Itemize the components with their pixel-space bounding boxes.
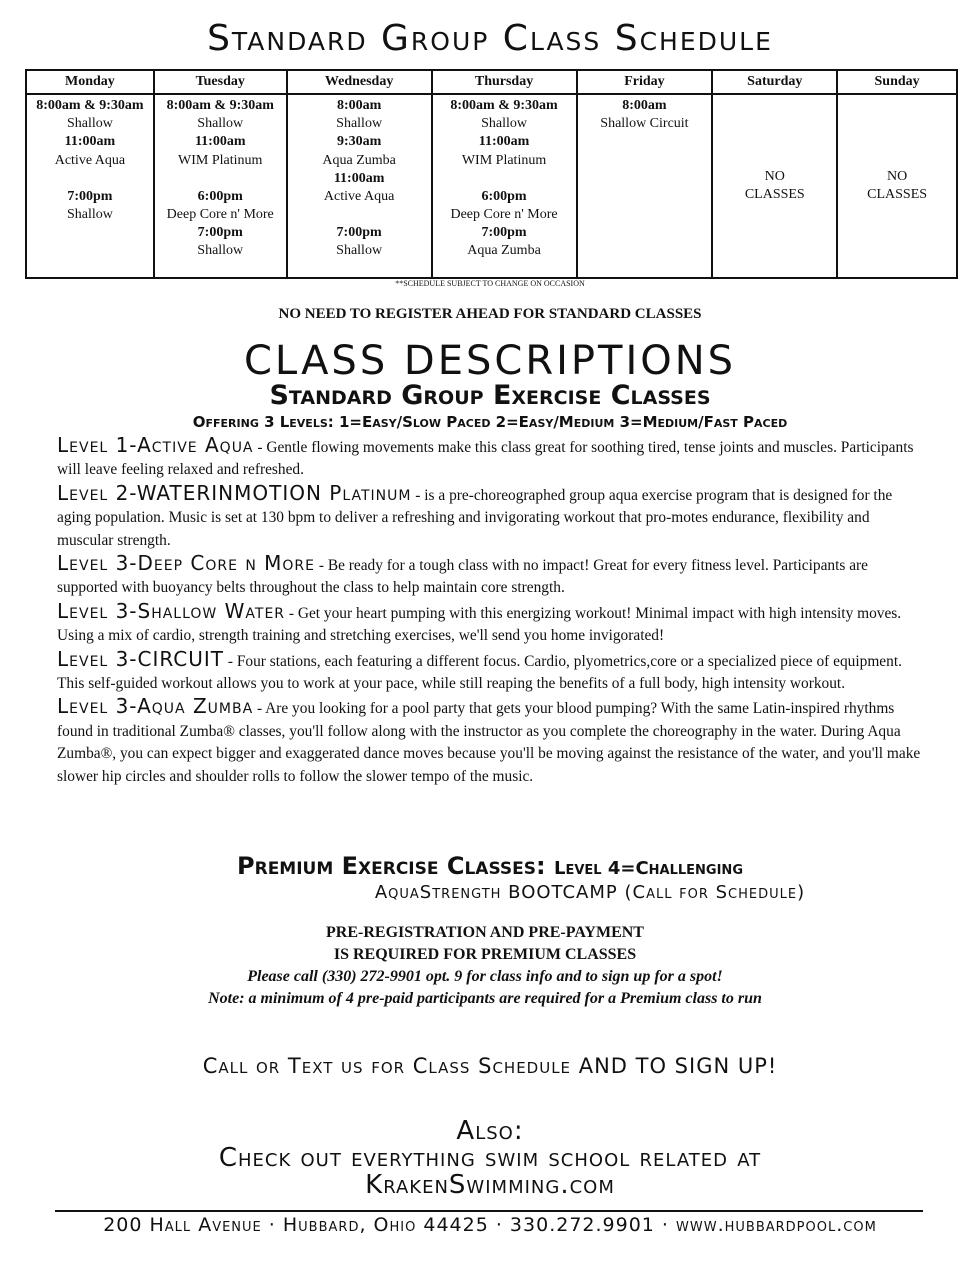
description-heading: Level 3-Deep Core n More bbox=[57, 551, 315, 576]
description-text: - Four stations, each featuring a different focus. Cardio, plyometrics,core or a specialized piece of equipment. This self-guided workout allows you to work at your pace, while still reaping the benefits of a full body, high intensity workout. bbox=[57, 652, 902, 693]
class-name: Aqua Zumba bbox=[322, 152, 396, 168]
class-time: 7:00pm bbox=[67, 188, 113, 204]
also-heading: Also: bbox=[456, 1116, 524, 1146]
class-time: 8:00am & 9:30am bbox=[450, 98, 558, 113]
day-header: Friday bbox=[577, 70, 713, 94]
description-heading: Level 3-CIRCUIT bbox=[57, 646, 224, 671]
class-name: WIM Platinum bbox=[461, 152, 547, 168]
class-time: 7:00pm bbox=[336, 225, 382, 241]
description-text: - Be ready for a tough class with no impact! Great for every fitness level. Participants are supported with buoyancy belts throughout the class to help maintain core strength. bbox=[57, 557, 869, 597]
class-time: 9:30am bbox=[336, 134, 382, 150]
class-name: Active Aqua bbox=[323, 189, 395, 205]
day-header: Saturday bbox=[712, 70, 837, 94]
class-time: 7:00pm bbox=[197, 225, 243, 241]
description-text: - Gentle flowing movements make this class great for soothing tired, tense joints and muscles. Participants will leave feeling relaxed and refreshed. bbox=[57, 439, 914, 479]
description-heading: Level 1-Active Aqua bbox=[57, 433, 254, 457]
day-header: Monday bbox=[26, 70, 154, 94]
class-name: Active Aqua bbox=[54, 152, 126, 168]
class-name: Shallow bbox=[336, 116, 383, 132]
class-time: 6:00pm bbox=[197, 188, 243, 204]
premium-classes-heading bbox=[0, 852, 980, 880]
class-name: Deep Core n' More bbox=[166, 207, 274, 223]
saturday-cell bbox=[712, 94, 837, 278]
class-name: Shallow bbox=[66, 207, 113, 223]
description-item bbox=[57, 482, 923, 552]
description-text: - Are you looking for a pool party that gets your blood pumping? With the same Latin-inspired rhythms found in traditional Zumba® classes, you'll follow along with the instructor as you complete the choreography in the water. During Aqua Zumba®, you can expect bigger and exaggerated dance moves because you'll be moving against the resistance of the water, and you'll make slower hip circles and shoulder rolls to follow the slower tempo of the music. bbox=[57, 700, 921, 785]
also-text: Check out everything swim school related at bbox=[218, 1143, 762, 1173]
standard-classes-title: Standard Group Exercise Classes bbox=[269, 380, 711, 411]
call-line: Please call (330) 272-9901 opt. 9 for class info and to sign up for a spot! bbox=[247, 968, 723, 985]
class-time: 6:00pm bbox=[481, 188, 527, 204]
call-or-text-notice: Call or Text us for Class Schedule AND TO SIGN UP! bbox=[202, 1054, 778, 1078]
class-time: 8:00am bbox=[336, 98, 382, 113]
class-name: Shallow bbox=[336, 243, 383, 259]
schedule-header-row bbox=[26, 70, 957, 94]
sunday-cell bbox=[837, 94, 957, 278]
also-section bbox=[0, 1118, 980, 1199]
class-name: Shallow bbox=[66, 116, 113, 132]
description-item bbox=[57, 600, 923, 648]
class-time: 11:00am bbox=[333, 170, 385, 186]
no-classes-label: CLASSES bbox=[744, 187, 805, 202]
description-heading: Level 3-Aqua Zumba bbox=[57, 694, 254, 719]
description-item bbox=[57, 434, 923, 482]
class-name: Shallow bbox=[481, 116, 527, 132]
class-time: 7:00pm bbox=[481, 225, 527, 241]
wednesday-cell bbox=[287, 94, 432, 278]
levels-legend: Offering 3 Levels: 1=Easy/Slow Paced 2=Easy/Medium 3=Medium/Fast Paced bbox=[192, 413, 788, 431]
day-header: Thursday bbox=[432, 70, 577, 94]
description-item bbox=[57, 695, 923, 788]
class-name: Shallow bbox=[197, 116, 244, 132]
description-text: - Get your heart pumping with this energizing workout! Minimal impact with high intensity moves. Using a mix of cardio, strength training and stretching exercises, we'll send you home invigorated! bbox=[57, 604, 902, 645]
bootcamp-label: AquaStrength BOOTCAMP (Call for Schedule) bbox=[374, 882, 806, 903]
no-register-notice: NO NEED TO REGISTER AHEAD FOR STANDARD CLASSES bbox=[278, 306, 702, 322]
class-name: Deep Core n' More bbox=[450, 207, 558, 223]
class-time: 11:00am bbox=[194, 134, 246, 150]
premium-level: Level 4=Challenging bbox=[554, 858, 743, 879]
premium-title: Premium Exercise Classes: bbox=[237, 852, 546, 880]
day-header: Sunday bbox=[837, 70, 957, 94]
class-descriptions bbox=[57, 434, 923, 788]
class-time: 8:00am bbox=[622, 98, 667, 113]
class-time: 8:00am & 9:30am bbox=[166, 98, 274, 113]
description-item bbox=[57, 648, 923, 696]
no-classes-label: NO bbox=[764, 168, 785, 184]
premium-call-info bbox=[0, 966, 970, 1010]
schedule-body-row bbox=[26, 94, 957, 278]
prereg-notice bbox=[0, 922, 970, 966]
prereg-line: PRE-REGISTRATION AND PRE-PAYMENT bbox=[326, 924, 644, 941]
class-time: 11:00am bbox=[64, 134, 116, 150]
note-line: Note: a minimum of 4 pre-paid participants are required for a Premium class to run bbox=[208, 990, 762, 1007]
no-classes-label: CLASSES bbox=[867, 187, 928, 202]
kraken-link[interactable]: KrakenSwimming.com bbox=[365, 1170, 615, 1200]
class-name: WIM Platinum bbox=[178, 152, 263, 168]
no-classes-label: NO bbox=[886, 168, 908, 184]
footer-address: 200 Hall Avenue · Hubbard, Ohio 44425 · 330.272.9901 · www.hubbardpool.com bbox=[103, 1214, 877, 1236]
description-item bbox=[57, 552, 923, 600]
prereg-line: IS REQUIRED FOR PREMIUM CLASSES bbox=[333, 946, 637, 963]
tuesday-cell bbox=[154, 94, 287, 278]
day-header: Wednesday bbox=[287, 70, 432, 94]
page-title: Standard Group Class Schedule bbox=[207, 18, 773, 59]
description-heading: Level 2-WATERINMOTION Platinum bbox=[57, 480, 412, 505]
class-time: 11:00am bbox=[478, 134, 530, 150]
day-header: Tuesday bbox=[154, 70, 287, 94]
footer-divider bbox=[55, 1210, 923, 1212]
descriptions-title: CLASS DESCRIPTIONS bbox=[243, 338, 737, 384]
friday-cell bbox=[577, 94, 713, 278]
description-text: - is a pre-choreographed group aqua exercise program that is designed for the aging population. Music is set at 130 bpm to deliver a refreshing and invigorating workout that pro-motes endurance, flexibility and muscular strength. bbox=[57, 486, 893, 549]
monday-cell bbox=[26, 94, 154, 278]
description-heading: Level 3-Shallow Water bbox=[57, 598, 286, 623]
class-name: Shallow bbox=[197, 243, 244, 259]
class-name: Aqua Zumba bbox=[467, 243, 541, 259]
class-name: Shallow Circuit bbox=[600, 116, 689, 132]
class-time: 8:00am & 9:30am bbox=[36, 98, 144, 113]
class-schedule-table bbox=[25, 69, 958, 279]
thursday-cell bbox=[432, 94, 577, 278]
schedule-disclaimer: **SCHEDULE SUBJECT TO CHANGE ON OCCASION bbox=[395, 279, 585, 288]
